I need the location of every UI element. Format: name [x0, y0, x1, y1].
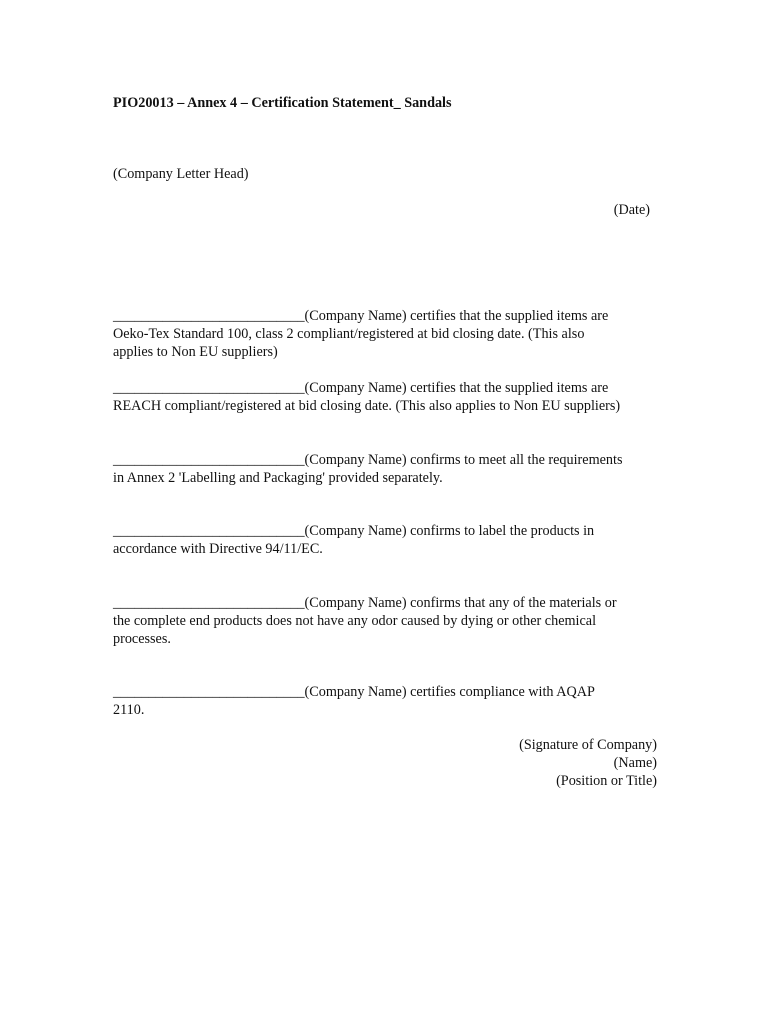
statement-line: REACH compliant/registered at bid closing date. (This also applies to Non EU suppliers) — [113, 398, 621, 414]
statement-line: ___________________________(Company Name) confirms to meet all the requirements — [113, 452, 623, 468]
statement-line: 2110. — [113, 702, 145, 718]
date-placeholder: (Date) — [613, 202, 650, 218]
statement-aqap — [113, 683, 663, 719]
statement-line: ___________________________(Company Name) certifies compliance with AQAP — [113, 684, 595, 700]
signature-block — [519, 736, 657, 790]
statement-line: applies to Non EU suppliers) — [113, 344, 278, 360]
statement-line: ___________________________(Company Name) confirms to label the products in — [113, 523, 595, 539]
statement-line: ___________________________(Company Name) certifies that the supplied items are — [113, 380, 609, 396]
statement-line: processes. — [113, 631, 171, 647]
statement-line: accordance with Directive 94/11/EC. — [113, 541, 323, 557]
signature-position: (Position or Title) — [556, 773, 657, 789]
statement-line: ___________________________(Company Name) certifies that the supplied items are — [113, 308, 609, 324]
statement-line: Oeko-Tex Standard 100, class 2 compliant/registered at bid closing date. (This also — [113, 326, 585, 342]
document-title: PIO20013 – Annex 4 – Certification Statement_ Sandals — [113, 95, 452, 111]
signature-company: (Signature of Company) — [519, 737, 657, 753]
statement-oeko-tex — [113, 307, 663, 361]
statement-labelling-packaging — [113, 451, 663, 487]
statement-odor — [113, 594, 663, 648]
company-letterhead-placeholder: (Company Letter Head) — [113, 166, 249, 182]
statement-reach — [113, 379, 663, 415]
statement-line: the complete end products does not have any odor caused by dying or other chemical — [113, 613, 597, 629]
signature-name: (Name) — [613, 755, 657, 771]
statement-line: in Annex 2 'Labelling and Packaging' provided separately. — [113, 470, 443, 486]
statement-line: ___________________________(Company Name) confirms that any of the materials or — [113, 595, 617, 611]
statement-directive — [113, 522, 663, 558]
